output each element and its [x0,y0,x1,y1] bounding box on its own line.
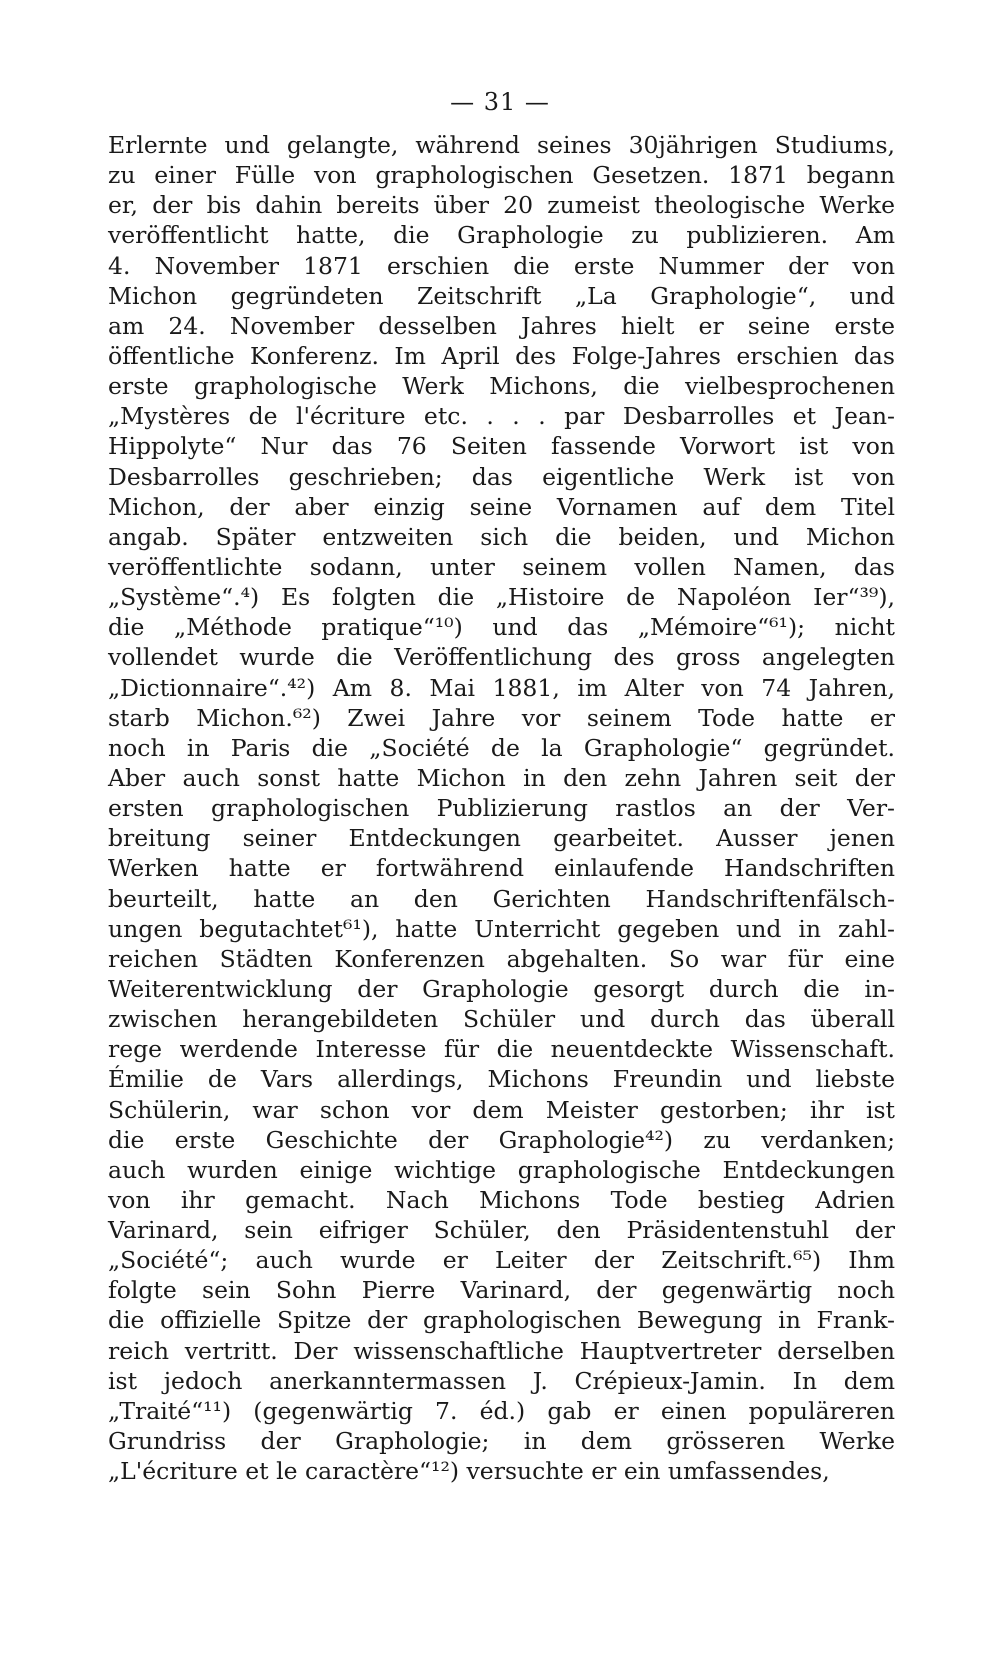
text-line: Michon, der aber einzig seine Vornamen auf dem Titel [108,492,895,521]
text-line: folgte sein Sohn Pierre Varinard, der gegenwärtig noch [108,1276,895,1305]
text-line: breitung seiner Entdeckungen gearbeitet. Ausser jenen [108,824,895,853]
body-text [108,130,895,1486]
text-line: „L'écriture et le caractère“¹²) versuchte er ein umfassendes, [108,1457,830,1486]
text-line: vollendet wurde die Veröffentlichung des gross angelegten [108,643,895,672]
text-line: ungen begutachtet⁶¹), hatte Unterricht gegeben und in zahl- [108,914,895,943]
text-line: von ihr gemacht. Nach Michons Tode bestieg Adrien [108,1185,895,1214]
text-line: Werken hatte er fortwährend einlaufende Handschriften [108,854,895,883]
text-line: erste graphologische Werk Michons, die vielbesprochenen [108,372,895,401]
text-line: Erlernte und gelangte, während seines 30jährigen Studiums, [108,131,895,159]
text-line: „Système“.⁴) Es folgten die „Histoire de Napoléon Ier“³⁹), [108,583,895,612]
text-line: die offizielle Spitze der graphologischen Bewegung in Frank- [108,1306,895,1335]
text-line: beurteilt, hatte an den Gerichten Handschriftenfälsch- [108,884,895,913]
text-line: reichen Städten Konferenzen abgehalten. So war für eine [108,944,895,973]
text-line: Grundriss der Graphologie; in dem grösseren Werke [108,1427,895,1456]
text-line: auch wurden einige wichtige graphologische Entdeckungen [108,1155,895,1184]
page-number: — 31 — [450,88,550,116]
text-line: Michon gegründeten Zeitschrift „La Graphologie“, und [108,281,895,310]
text-line: „Mystères de l'écriture etc. . . . par Desbarrolles et Jean- [108,402,895,431]
text-line: veröffentlichte sodann, unter seinem vollen Namen, das [108,552,895,581]
text-line: „Traité“¹¹) (gegenwärtig 7. éd.) gab er einen populäreren [108,1396,895,1425]
text-line: die „Méthode pratique“¹⁰) und das „Mémoire“⁶¹); nicht [108,613,895,642]
text-line: „Dictionnaire“.⁴²) Am 8. Mai 1881, im Alter von 74 Jahren, [108,673,895,702]
text-line: rege werdende Interesse für die neuentdeckte Wissenschaft. [108,1035,895,1064]
text-line: Weiterentwicklung der Graphologie gesorgt durch die in- [108,974,895,1003]
text-line: noch in Paris die „Société de la Graphologie“ gegründet. [108,733,895,762]
text-line: 4. November 1871 erschien die erste Nummer der von [108,251,895,280]
text-line: ersten graphologischen Publizierung rastlos an der Ver- [108,794,895,823]
text-line: zu einer Fülle von graphologischen Gesetzen. 1871 begann [108,161,895,190]
text-line: er, der bis dahin bereits über 20 zumeist theologische Werke [108,191,895,220]
text-line: Schülerin, war schon vor dem Meister gestorben; ihr ist [108,1095,895,1124]
text-line: „Société“; auch wurde er Leiter der Zeitschrift.⁶⁵) Ihm [108,1246,895,1275]
text-line: am 24. November desselben Jahres hielt er seine erste [108,311,895,340]
text-line: öffentliche Konferenz. Im April des Folge-Jahres erschien das [108,341,895,370]
text-line: die erste Geschichte der Graphologie⁴²) zu verdanken; [108,1125,895,1154]
text-line: reich vertritt. Der wissenschaftliche Hauptvertreter derselben [108,1336,895,1365]
text-line: Hippolyte“ Nur das 76 Seiten fassende Vorwort ist von [108,432,895,461]
text-line: Émilie de Vars allerdings, Michons Freundin und liebste [108,1065,895,1094]
text-line: Desbarrolles geschrieben; das eigentliche Werk ist von [108,462,895,491]
text-line: Varinard, sein eifriger Schüler, den Präsidentenstuhl der [108,1216,895,1245]
text-line: ist jedoch anerkanntermassen J. Crépieux-Jamin. In dem [108,1366,895,1395]
text-line: angab. Später entzweiten sich die beiden, und Michon [108,522,895,551]
text-line: zwischen herangebildeten Schüler und durch das überall [108,1005,895,1034]
text-line: Aber auch sonst hatte Michon in den zehn Jahren seit der [108,763,895,792]
text-line: starb Michon.⁶²) Zwei Jahre vor seinem Tode hatte er [108,703,895,732]
text-line: veröffentlicht hatte, die Graphologie zu publizieren. Am [108,221,895,250]
